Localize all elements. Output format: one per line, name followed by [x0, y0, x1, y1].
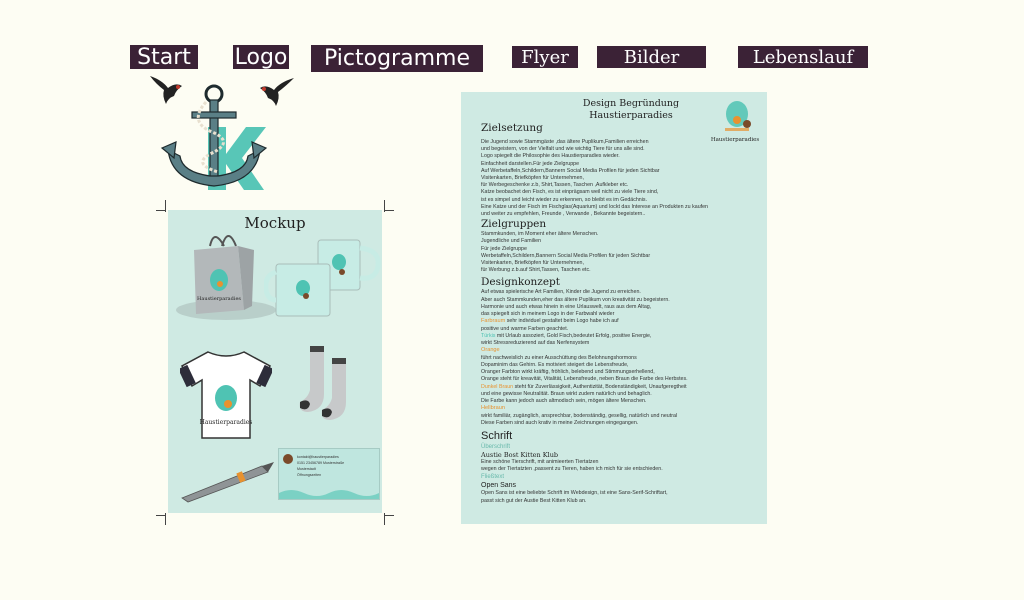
- text-line: passt sich gut der Austie Best Kitten Klub an.: [481, 497, 587, 504]
- text-line: und eine gewisse Neutralität. Braun wirkt zudem natürlich und behaglich.: [481, 390, 652, 397]
- orange-label: Orange: [481, 347, 500, 354]
- fliesstext-font-sample: Open Sans: [481, 482, 517, 490]
- farbraum-text: sehr individuel gestaltet beim Logo habe ich auf: [505, 318, 619, 325]
- card-line: Musterstadt: [297, 467, 316, 471]
- text-line: wirkt familiär, zugänglich, ansprechbar, bodenständig, gesellig, natürlich und neutral: [481, 412, 678, 419]
- document-title-line2: Haustierparadies: [589, 110, 673, 121]
- zielgruppen-heading: Zielgruppen: [481, 218, 547, 231]
- text-line: Die Farbe kann jedoch auch altmodisch sein, mögen ältere Menschen.: [481, 397, 647, 404]
- text-line: Für jede Zielgruppe: [481, 245, 527, 252]
- tuerkis-line: [481, 333, 751, 340]
- nav-logo[interactable]: Logo: [234, 45, 288, 69]
- designkonzept-text: [481, 340, 751, 347]
- dunkelbraun-text: steht für Zuverlässigkeit, Authentizität, Bodenständigkeit, Unaufgeregtheit: [513, 383, 687, 390]
- text-line: Aber auch Stammkunden,eher das ältere Puplikum von kreativität zu begeistern.: [481, 296, 670, 303]
- text-line: Orange steht für kreavität, Vitalität, Lebensfreude, neben Braun die Farbe des Herbstes.: [481, 376, 688, 383]
- schrift-heading: Schrift: [481, 429, 513, 442]
- text-line: und weiter zu empfehlen, Freunde , Verwande , Bekannte begeistern..: [481, 211, 646, 218]
- crop-mark: [384, 515, 394, 516]
- text-line: ist es simpel und leicht wieder zu erkennen, so bleibt es im Gedächnis.: [481, 196, 648, 203]
- card-wave-shape: [279, 487, 379, 499]
- bag-brand-label: Haustierparadies: [197, 296, 241, 302]
- text-line: Die Jugend sowie Stammgäste ,das ältere Puplikum,Familien erreichen: [481, 139, 649, 145]
- text-line: Auf Werbetaffeln,Schildern,Bannern Social Media Profilen für jeden Sichtbar: [481, 167, 660, 174]
- fliesstext-text: [481, 490, 751, 504]
- text-line: Diese Farben sind auch krativ in meine Zeichnungen eingegangen.: [481, 419, 639, 426]
- document-title-line1: Design Begründung: [582, 98, 680, 109]
- card-line: kontakt@haustierparadies: [297, 455, 339, 459]
- card-line: Öffnungszeiten: [297, 473, 322, 477]
- crop-mark: [156, 210, 166, 211]
- tshirt-image: [180, 348, 272, 442]
- mugs-image: [264, 236, 382, 320]
- shirt-brand-label: Haustierparadies: [199, 419, 253, 426]
- text-line: führt nachweislich zu einer Ausschüttung des Belohnungshormons: [481, 354, 637, 361]
- text-line: wirkt Stressreduzierend auf das Nerfensystem: [481, 340, 590, 347]
- farbraum-line: [481, 318, 751, 325]
- document-logo-label: Haustierparadies: [710, 137, 760, 143]
- text-line: und begeistern, von der Vielfalt und wie wichtig Tiere für uns alle sind.: [481, 146, 645, 153]
- text-line: Visitenkarten, Briefköpfen für Unternehmen,: [481, 175, 584, 182]
- ueberschrift-label: Überschrift: [481, 443, 511, 450]
- text-line: Stammkunden, im Moment eher ältere Menschen.: [481, 231, 599, 238]
- ueberschrift-text: [481, 459, 751, 473]
- text-line: Einfachheit darstellen.Für jede Zielgruppe: [481, 160, 580, 167]
- dunkelbraun-line: [481, 384, 751, 391]
- text-line: für Werbung z.b.auf Shirt,Tassen, Taschen etc.: [481, 267, 591, 274]
- text-line: Werbetaffeln,Schildern,Bannern Social Media Profilen für jeden Sichtbar: [481, 252, 651, 259]
- pen-image: [178, 458, 278, 504]
- zielgruppen-text: [481, 231, 751, 274]
- zielsetzung-heading: Zielsetzung: [481, 122, 543, 134]
- tuerkis-text: mit Urlaub assoziert, Gold Fisch,bedeutet Erfolg, positive Energie,: [495, 332, 652, 339]
- text-line: Auf etwas spielerische Art Familien, Kinder die Jugend zu erreichen.: [481, 289, 641, 296]
- nav-lebenslauf[interactable]: Lebenslauf: [738, 46, 868, 68]
- text-line: Visitenkarten, Briefköpfen für Unternehmen,: [481, 260, 584, 267]
- fliesstext-label: Fließtext: [481, 474, 505, 481]
- text-line: Dopaminim das Gehirn. Es motiviert steigert die Lebensfreude,: [481, 361, 629, 368]
- ueberschrift-font-sample: Austie Bost Kitten Klub: [481, 450, 559, 459]
- text-line: Logo spiegelt die Philosophie des Haustierparadies wieder.: [481, 153, 620, 160]
- text-line: wegen der Tiertatzten ,passent zu Tieren, haben ich mich für sie entschieden.: [481, 466, 663, 473]
- crop-mark: [384, 210, 394, 211]
- design-document-panel: [461, 92, 767, 524]
- business-card: [278, 448, 380, 500]
- text-line: Eine schöne Tierschrift, mit animieerten Tiertatzen: [481, 458, 599, 465]
- swallow-right-icon: [260, 78, 294, 106]
- text-line: Open Sans ist eine beliebte Schrift im Webdesign, ist eine Sans-Serif-Schriftart,: [481, 490, 668, 497]
- tuerkis-label: Türkis: [481, 332, 496, 339]
- card-logo-icon: [282, 453, 294, 465]
- text-line: Katze beobachet den Fisch, es ist einprägsam weil nicht zu viele Tiere sind,: [481, 189, 659, 196]
- text-line: Jugendliche und Familien: [481, 238, 542, 245]
- nav-pictogramme[interactable]: Pictogramme: [311, 45, 483, 72]
- anchor-logo: [148, 72, 296, 196]
- nav-flyer[interactable]: Flyer: [512, 46, 578, 68]
- tote-bag-image: [174, 224, 278, 324]
- text-line: Harmonie und auch etwas hinein in eine Urlauswelt, raus aus dem Altag,: [481, 303, 652, 310]
- designkonzept-heading: Designkonzept: [481, 276, 560, 289]
- zielsetzung-text: [481, 139, 751, 218]
- card-line: 0151 23456789 Musterstraße: [297, 461, 345, 465]
- dunkelbraun-label: Dunkel Braun: [481, 383, 514, 390]
- designkonzept-text: [481, 391, 751, 405]
- text-line: Eine Katze und der Fisch im Fischglas(Aquarium) und lockt das Interese an Produkten zu kaufen: [481, 203, 709, 210]
- socks-image: [294, 342, 364, 422]
- designkonzept-text: [481, 289, 751, 318]
- designkonzept-text: [481, 413, 751, 427]
- crop-mark: [156, 515, 166, 516]
- mockup-panel: [168, 210, 382, 513]
- swallow-left-icon: [150, 76, 182, 104]
- text-line: für Werbegeschenke z.b, Shirt,Tassen, Taschen ,Aufkleber etc.: [481, 182, 629, 189]
- text-line: das spiegelt sich in meinem Logo in der Farbwahl wieder: [481, 311, 615, 318]
- document-body: [481, 122, 751, 505]
- document-title: [566, 98, 696, 122]
- nav-start[interactable]: Start: [130, 45, 198, 69]
- mockup-title: Mockup: [244, 214, 306, 232]
- designkonzept-text: [481, 355, 751, 384]
- text-line: Oranger Farbton wirkt kräftig, fröhlich, belebend und Stimmungserhellend,: [481, 369, 655, 376]
- text-line: positive und warme Farben geachtet.: [481, 325, 569, 332]
- nav-bilder[interactable]: Bilder: [597, 46, 706, 68]
- designkonzept-text: [481, 326, 751, 333]
- hellbraun-label: Hellbraun: [481, 405, 505, 412]
- farbraum-label: Farbraum: [481, 318, 506, 325]
